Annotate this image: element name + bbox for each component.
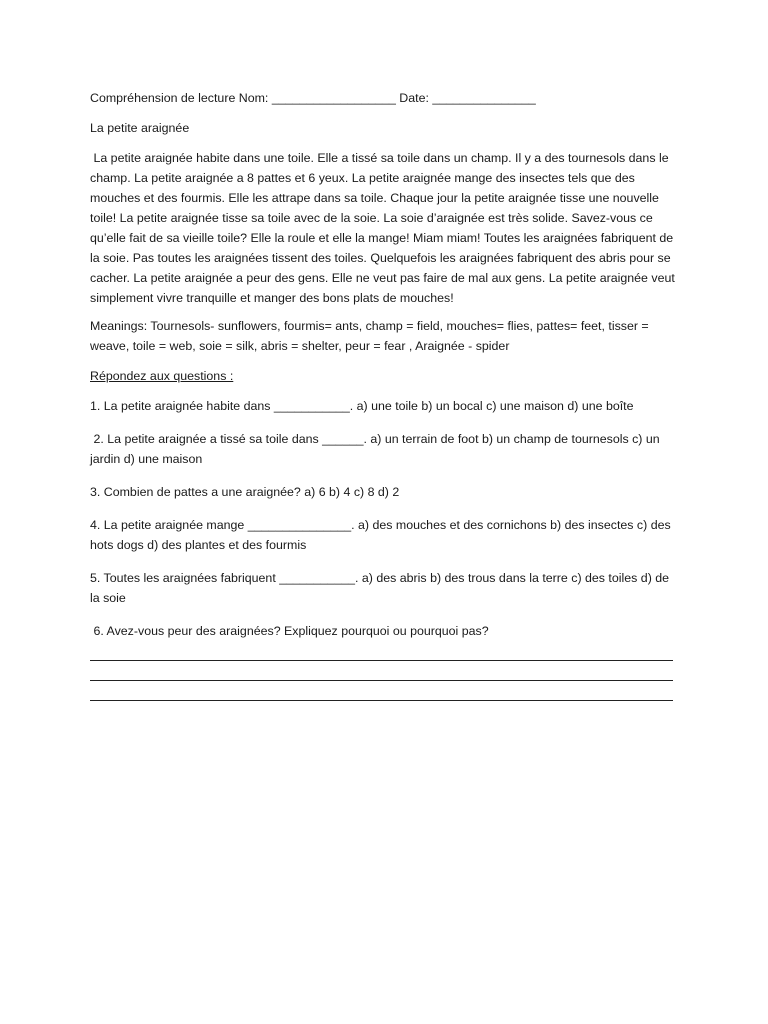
- story-body-text: La petite araignée habite dans une toile. Elle a tissé sa toile dans un champ. Il y a des tournesols dans le champ. La petite araignée a 8 pattes et 6 yeux. La petite araignée mange des insectes tels que des mouches et des fourmis. Elle les attrape dans sa toile. Chaque jour la petite araignée tisse une nouvelle toile! La petite araignée tisse sa toile avec de la soie. La soie d’araignée est très solide. Savez-vous ce qu’elle fait de sa vieille toile? Elle la roule et elle la mange! Miam miam! Toutes les araignées fabriquent de la soie. Pas toutes les araignées tissent des toiles. Quelquefois les araignées fabriquent des abris pour se cacher. La petite araignée a peur des gens. Elle ne veut pas faire de mal aux gens. La petite araignée veut simplement vivre tranquille et manger des bons plats de mouches!: [90, 151, 679, 305]
- answer-line[interactable]: [90, 641, 673, 661]
- question-1: 1. La petite araignée habite dans ___________. a) une toile b) un bocal c) une maison d) une boîte: [90, 399, 634, 413]
- answer-lines: [90, 641, 680, 701]
- questions-instructions: Répondez aux questions :: [90, 369, 234, 383]
- question-5: 5. Toutes les araignées fabriquent ___________. a) des abris b) des trous dans la terre c) des toiles d) de la soie: [90, 571, 670, 605]
- question-2: 2. La petite araignée a tissé sa toile dans ______. a) un terrain de foot b) un champ de tournesols c) un jardin d) une maison: [90, 432, 664, 466]
- answer-line[interactable]: [90, 661, 673, 681]
- worksheet-page: [90, 88, 680, 701]
- story-title: La petite araignée: [90, 121, 190, 135]
- vocabulary-meanings: Meanings: Tournesols- sunflowers, fourmis= ants, champ = field, mouches= flies, pattes= feet, tisser = weave, toile = web, soie = silk, abris = shelter, peur = fear , Araignée - spider: [90, 319, 649, 353]
- answer-line[interactable]: [90, 681, 673, 701]
- header-name-date-line: Compréhension de lecture Nom: __________________ Date: _______________: [90, 91, 536, 105]
- question-4: 4. La petite araignée mange _______________. a) des mouches et des cornichons b) des insectes c) des hots dogs d) des plantes et des fourmis: [90, 518, 671, 552]
- question-3: 3. Combien de pattes a une araignée? a) 6 b) 4 c) 8 d) 2: [90, 485, 400, 499]
- question-6: 6. Avez-vous peur des araignées? Expliquez pourquoi ou pourquoi pas?: [90, 624, 489, 638]
